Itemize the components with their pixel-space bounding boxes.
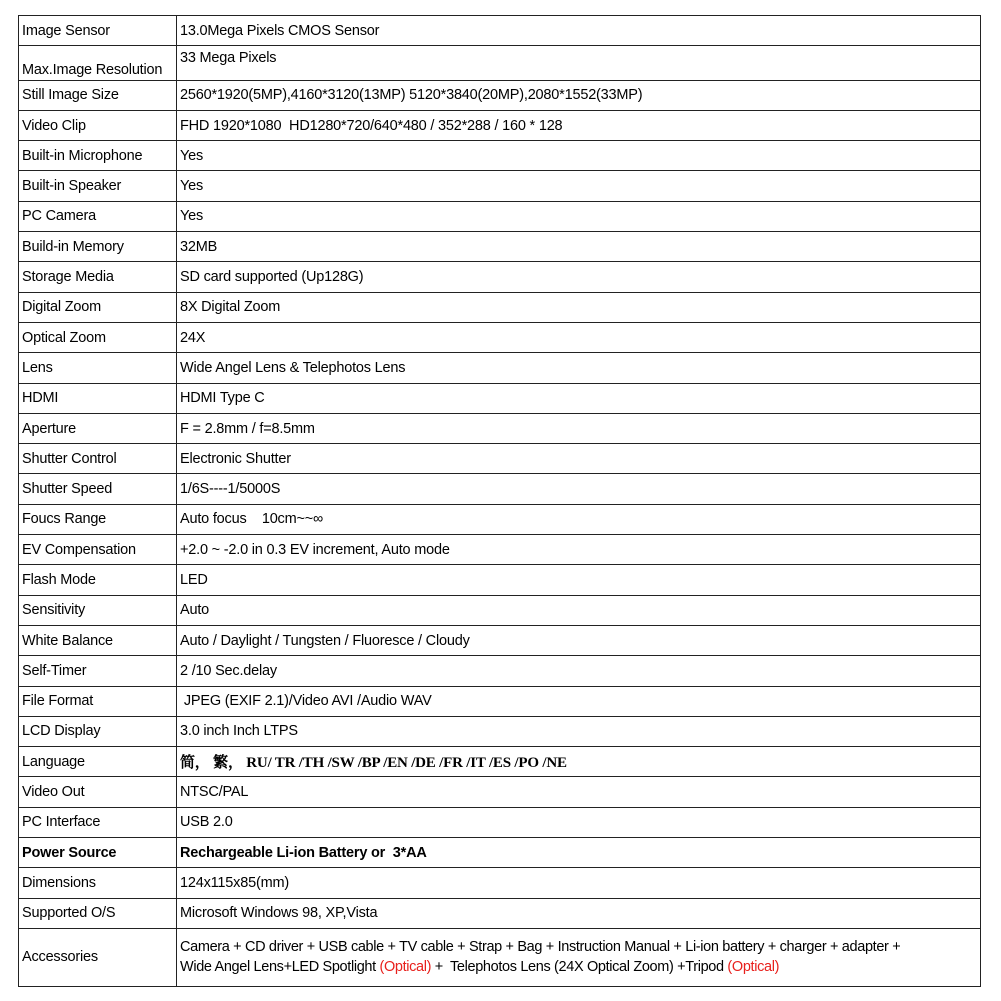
- spec-label: Video Clip: [19, 110, 177, 140]
- table-row: [19, 262, 981, 292]
- spec-label: Shutter Control: [19, 444, 177, 474]
- table-row: [19, 625, 981, 655]
- spec-label: Still Image Size: [19, 80, 177, 110]
- optional-tag: (Optical): [379, 959, 432, 976]
- spec-value: 2560*1920(5MP),4160*3120(13MP) 5120*3840(20MP),2080*1552(33MP): [177, 80, 981, 110]
- table-row: [19, 686, 981, 716]
- table-row: [19, 565, 981, 595]
- spec-value: 3.0 inch Inch LTPS: [177, 716, 981, 746]
- spec-value: 8X Digital Zoom: [177, 292, 981, 322]
- spec-label: Digital Zoom: [19, 292, 177, 322]
- spec-value: SD card supported (Up128G): [177, 262, 981, 292]
- spec-label: Video Out: [19, 777, 177, 807]
- spec-value: 32MB: [177, 232, 981, 262]
- spec-label: White Balance: [19, 625, 177, 655]
- table-row: [19, 535, 981, 565]
- spec-value: F = 2.8mm / f=8.5mm: [177, 413, 981, 443]
- spec-value: Yes: [177, 201, 981, 231]
- table-row: [19, 413, 981, 443]
- table-row: [19, 716, 981, 746]
- spec-value: +2.0 ~ -2.0 in 0.3 EV increment, Auto mode: [177, 535, 981, 565]
- table-row: [19, 80, 981, 110]
- optional-tag: (Optical): [727, 959, 780, 976]
- spec-value: 13.0Mega Pixels CMOS Sensor: [177, 16, 981, 46]
- spec-value: Yes: [177, 171, 981, 201]
- spec-value: Electronic Shutter: [177, 444, 981, 474]
- table-row: [19, 171, 981, 201]
- spec-label: Aperture: [19, 413, 177, 443]
- spec-value: Auto focus 10cm~~∞: [177, 504, 981, 534]
- spec-label: Sensitivity: [19, 595, 177, 625]
- spec-label: Storage Media: [19, 262, 177, 292]
- table-row: [19, 201, 981, 231]
- accessories-line-2a: Wide Angel Lens+LED Spotlight: [180, 959, 380, 976]
- spec-label: Self-Timer: [19, 656, 177, 686]
- spec-value: JPEG (EXIF 2.1)/Video AVI /Audio WAV: [177, 686, 981, 716]
- spec-label: Power Source: [19, 838, 177, 868]
- spec-label: File Format: [19, 686, 177, 716]
- spec-label: Built-in Microphone: [19, 141, 177, 171]
- table-row: [19, 141, 981, 171]
- table-row: [19, 595, 981, 625]
- spec-label: Shutter Speed: [19, 474, 177, 504]
- spec-label: LCD Display: [19, 716, 177, 746]
- spec-value: Auto / Daylight / Tungsten / Fluoresce / Cloudy: [177, 625, 981, 655]
- table-row: [19, 868, 981, 898]
- spec-value: Rechargeable Li-ion Battery or 3*AA: [177, 838, 981, 868]
- spec-label: Max.Image Resolution: [19, 46, 177, 80]
- accessories-line-1: Camera + CD driver + USB cable + TV cable + Strap + Bag + Instruction Manual + Li-ion battery + charger + adapter +: [180, 939, 901, 956]
- table-row: [19, 292, 981, 322]
- spec-value: USB 2.0: [177, 807, 981, 837]
- table-row: [19, 16, 981, 46]
- spec-value: Microsoft Windows 98, XP,Vista: [177, 898, 981, 928]
- table-row: [19, 656, 981, 686]
- spec-label: Foucs Range: [19, 504, 177, 534]
- spec-label: EV Compensation: [19, 535, 177, 565]
- table-row: [19, 232, 981, 262]
- accessories-line-2b: + Telephotos Lens (24X Optical Zoom) +Tripod: [431, 959, 728, 976]
- table-row: [19, 353, 981, 383]
- spec-label: Optical Zoom: [19, 322, 177, 352]
- spec-value: FHD 1920*1080 HD1280*720/640*480 / 352*288 / 160 * 128: [177, 110, 981, 140]
- spec-value: LED: [177, 565, 981, 595]
- spec-table: [18, 15, 981, 987]
- table-row: [19, 504, 981, 534]
- spec-label: Accessories: [19, 928, 177, 986]
- spec-value-accessories: [177, 928, 981, 986]
- table-row: [19, 110, 981, 140]
- table-row: [19, 474, 981, 504]
- spec-label: Build-in Memory: [19, 232, 177, 262]
- spec-value: 2 /10 Sec.delay: [177, 656, 981, 686]
- spec-label: PC Camera: [19, 201, 177, 231]
- spec-label: PC Interface: [19, 807, 177, 837]
- table-row: [19, 322, 981, 352]
- spec-value: NTSC/PAL: [177, 777, 981, 807]
- spec-value: Auto: [177, 595, 981, 625]
- table-row: [19, 747, 981, 777]
- spec-label: Built-in Speaker: [19, 171, 177, 201]
- spec-value-languages: 简， 繁， RU/ TR /TH /SW /BP /EN /DE /FR /IT /ES /PO /NE: [177, 747, 981, 777]
- table-row-accessories: [19, 928, 981, 986]
- table-row: [19, 898, 981, 928]
- spec-value: 33 Mega Pixels: [177, 46, 981, 80]
- table-row: [19, 444, 981, 474]
- spec-label: Lens: [19, 353, 177, 383]
- spec-value: Yes: [177, 141, 981, 171]
- spec-value: Wide Angel Lens & Telephotos Lens: [177, 353, 981, 383]
- spec-value: 24X: [177, 322, 981, 352]
- spec-label: HDMI: [19, 383, 177, 413]
- table-row: [19, 838, 981, 868]
- table-row: [19, 807, 981, 837]
- spec-value: HDMI Type C: [177, 383, 981, 413]
- spec-label: Flash Mode: [19, 565, 177, 595]
- spec-label: Supported O/S: [19, 898, 177, 928]
- spec-label: Language: [19, 747, 177, 777]
- spec-value: 124x115x85(mm): [177, 868, 981, 898]
- table-row: [19, 46, 981, 80]
- spec-label: Image Sensor: [19, 16, 177, 46]
- spec-value: 1/6S----1/5000S: [177, 474, 981, 504]
- table-row: [19, 777, 981, 807]
- spec-label: Dimensions: [19, 868, 177, 898]
- table-row: [19, 383, 981, 413]
